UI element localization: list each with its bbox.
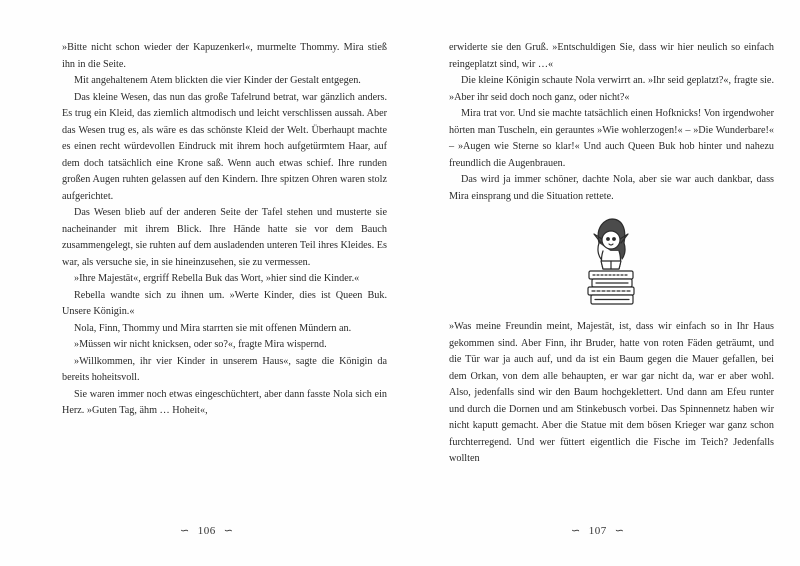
paragraph: Mit angehaltenem Atem blickten die vier Kinder der Gestalt entgegen. bbox=[74, 75, 361, 86]
paragraph: erwiderte sie den Gruß. »Entschuldigen Sie, dass wir hier neulich so einfach reingeplatzt sind, wir …« bbox=[449, 42, 774, 70]
paragraph: Das kleine Wesen, das nun das große Tafelrund betrat, war gänzlich anders. Es trug ein Kleid, das ziemlich altmodisch und leicht verschlissen aussah. Aber das Wesen trug es, als wäre es das schönste Kleid der Welt. Überhaupt machte es einen recht würdevollen Eindruck mit ihrem hoch aufgetürmtem Haar, auf dem doch tatsächlich eine Krone saß. Wenn auch etwas schief. Ihre runden großen Augen ruhten gelassen auf den Kindern. Ihre spitzen Ohren waren stolz aufgerichtet. bbox=[62, 91, 387, 202]
paragraph: »Willkommen, ihr vier Kinder in unserem Haus«, sagte die Königin da bereits hoheitsvoll. bbox=[62, 355, 387, 383]
illustration-container bbox=[449, 211, 774, 319]
girl-reading-on-books-icon bbox=[579, 213, 643, 313]
ornament-icon: ∽ bbox=[180, 525, 190, 537]
paragraph: »Müssen wir nicht knicksen, oder so?«, fragte Mira wispernd. bbox=[74, 339, 327, 350]
paragraph: Die kleine Königin schaute Nola verwirrt an. »Ihr seid geplatzt?«, fragte sie. »Aber ihr seid doch noch ganz, oder nicht?« bbox=[449, 75, 774, 103]
page-number: 106 bbox=[197, 525, 216, 537]
paragraph: »Bitte nicht schon wieder der Kapuzenkerl«, murmelte Thommy. Mira stieß ihn in die Seite. bbox=[62, 42, 387, 70]
paragraph: Nola, Finn, Thommy und Mira starrten sie mit offenen Mündern an. bbox=[74, 322, 352, 334]
paragraph: Das wird ja immer schöner, dachte Nola, aber sie war auch dankbar, dass Mira einsprang und die Situation rettete. bbox=[449, 174, 774, 202]
ornament-icon: ∽ bbox=[614, 525, 625, 537]
paragraph: Das Wesen blieb auf der anderen Seite der Tafel stehen und musterte sie nacheinander mit ihrem Blick. Ihre Hände hatte sie vor dem Bauch zusammengelegt, sie ruhten auf dem ausladenden unteren Teil ihres Kleides. Es war, als versuche sie, in sie hineinzusehen, sie zu vermessen. bbox=[62, 207, 387, 268]
page-number-right bbox=[567, 524, 628, 537]
left-page bbox=[62, 40, 387, 420]
paragraph: Sie waren immer noch etwas eingeschüchtert, aber dann fasste Nola sich ein Herz. »Guten Tag, ähm … Hoheit«, bbox=[62, 388, 387, 416]
right-page bbox=[449, 40, 774, 468]
page-number: 107 bbox=[588, 525, 607, 537]
paragraph: Rebella wandte sich zu ihnen um. »Werte Kinder, dies ist Queen Buk. Unsere Königin.« bbox=[62, 289, 387, 317]
paragraph: »Ihre Majestät«, ergriff Rebella Buk das Wort, »hier sind die Kinder.« bbox=[74, 273, 360, 284]
paragraph: »Was meine Freundin meint, Majestät, ist, dass wir einfach so in Ihr Haus gekommen sind. Aber Finn, ihr Bruder, hatte von roten Fäden geträumt, und die Tür war ja auch auf, und da ist ein Baum gegen die Mauer gefallen, bei dem Orkan, von dem alle behaupten, er war gar nicht da, war er aber wohl. Also, jedenfalls sind wir den Baum hochgeklettert. Und dann am Efeu runter und durch die Dornen und am Stinkebusch vorbei. Das Spinnennetz haben wir nicht kaputt gemacht. Aber die Statue mit dem bösen Krieger war ganz schon furchterregend. Und wer füttert eigentlich die Fische im Teich? Jedenfalls wollten bbox=[449, 321, 774, 464]
ornament-icon: ∽ bbox=[571, 525, 581, 537]
ornament-icon: ∽ bbox=[223, 525, 234, 537]
paragraph: Mira trat vor. Und sie machte tatsächlich einen Hofknicks! Von irgendwoher hörten man Tuscheln, ein gerauntes »Wie wohlerzogen!« – »Die Wunderbare!« – »Augen wie Sterne so klar!« Und auch Queen Buk hob hinter und nahezu freundlich die Augenbrauen. bbox=[449, 108, 774, 169]
page-number-left bbox=[176, 524, 237, 537]
